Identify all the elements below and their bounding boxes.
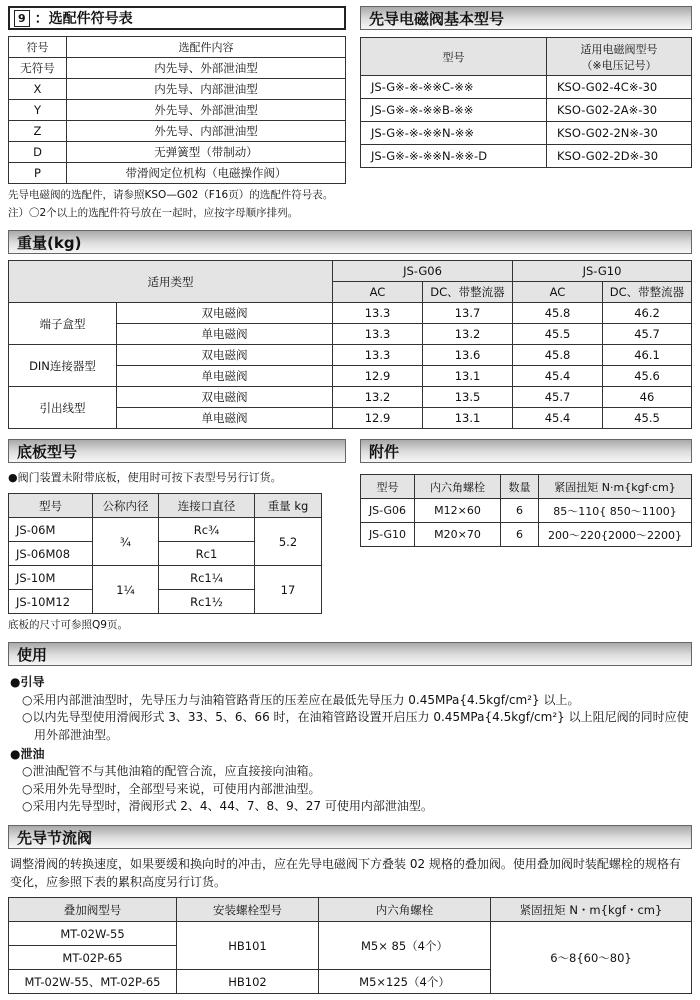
symbol-cell: P [9,163,67,184]
col-hex-bolt: 内六角螺栓 [415,475,501,499]
value-cell: 13.1 [423,366,513,387]
subtype-cell: 单电磁阀 [117,366,333,387]
value-cell: 46.1 [603,345,692,366]
table-row [9,345,692,366]
accessories-section [360,439,692,547]
applicable-cell: KSO-G02-2A※-30 [547,99,692,122]
optional-symbols-table [8,36,346,184]
table-row [9,58,346,79]
throttle-header: 先导节流阀 [8,825,692,849]
hex-bolt-cell: M5× 85（4个） [319,922,491,970]
table-row [9,387,692,408]
bore-cell: ¾ [93,518,159,566]
table-header-row [9,261,692,282]
value-cell: 13.2 [333,387,423,408]
model-cell: JS-10M [9,566,93,590]
throttle-description: 调整滑阀的转换速度，如果要缓和换向时的冲击，应在先导电磁阀下方叠装 02 规格的叠加阀。使用叠加阀时装配螺栓的规格有变化，应参照下表的累积高度另行订货。 [10,857,681,890]
port-cell: Rc1½ [159,590,255,614]
value-cell: 45.6 [603,366,692,387]
symbol-cell: D [9,142,67,163]
usage-item: ○以内先导型使用滑阀形式 3、33、5、6、66 时，在油箱管路设置开启压力 0.45MPa{4.5kgf/cm²} 以上阻尼阀的同时应使用外部泄油型。 [22,710,689,742]
baseplate-note-bottom: 底板的尺寸可参照Q9页。 [8,619,128,632]
table-row [361,76,692,99]
baseplate-section [8,439,346,632]
stack-model-cell: MT-02P-65 [9,946,177,970]
stack-model-cell: MT-02W-55、MT-02P-65 [9,970,177,994]
torque-cell: 85～110{ 850～1100} [539,499,692,523]
throttle-section [8,825,692,994]
table-header-row [361,475,692,499]
bolt-cell: M12×60 [415,499,501,523]
col-model: 型号 [9,494,93,518]
table-row [361,122,692,145]
table-header-row [9,494,322,518]
col-port: 连接口直径 [159,494,255,518]
type-cell: 端子盒型 [9,303,117,345]
weight-table [8,260,692,429]
usage-item: ○采用内部泄油型时，先导压力与油箱管路背压的压差应在最低先导压力 0.45MPa{4.5kgf/cm²} 以上。 [22,692,580,707]
usage-pilot-heading: ●引导 [10,675,45,690]
col-group-g06: JS-G06 [333,261,513,282]
col-applicable-type: 适用类型 [9,261,333,303]
port-cell: Rc1 [159,542,255,566]
torque-cell: 6～8{60～80} [491,922,692,994]
usage-drain-heading: ●泄油 [10,746,45,761]
usage-section [8,642,692,815]
usage-item: ○泄油配管不与其他油箱的配管合流，应直接接向油箱。 [22,764,321,779]
usage-item: ○采用内先导型时，滑阀形式 2、4、44、7、8、9、27 可使用内部泄油型。 [22,799,433,814]
model-cell: JS-10M12 [9,590,93,614]
accessories-table [360,474,692,547]
subtype-cell: 双电磁阀 [117,303,333,324]
col-group-g10: JS-G10 [513,261,692,282]
value-cell: 13.3 [333,303,423,324]
value-cell: 13.7 [423,303,513,324]
pilot-solenoid-header: 先导电磁阀基本型号 [360,6,692,30]
symbol-cell: 无符号 [9,58,67,79]
qty-cell: 6 [501,499,539,523]
col-weight: 重量 kg [255,494,322,518]
col-g10-dc: DC、带整流器 [603,282,692,303]
table-row [9,303,692,324]
col-model: 型号 [361,475,415,499]
model-cell: JS-G※-※-※※C-※※ [361,76,547,99]
type-cell: DIN连接器型 [9,345,117,387]
table-row [361,499,692,523]
col-applicable-model [547,38,692,76]
bolt-model-cell: HB102 [177,970,319,994]
subtype-cell: 单电磁阀 [117,408,333,429]
table-row [9,79,346,100]
value-cell: 13.2 [423,324,513,345]
value-cell: 13.3 [333,324,423,345]
bolt-model-cell: HB101 [177,922,319,970]
usage-item: ○采用外先导型时，全部型号来说，可使用内部泄油型。 [22,781,321,796]
value-cell: 12.9 [333,366,423,387]
col-torque: 紧固扭矩 N・m{kgf・cm} [491,898,692,922]
throttle-table [8,897,692,994]
content-cell: 外先导、外部泄油型 [67,100,346,121]
model-cell: JS-G※-※-※※N-※※-D [361,145,547,168]
value-cell: 45.4 [513,366,603,387]
pilot-solenoid-section [360,6,692,168]
table-header-row [9,898,692,922]
col-g06-dc: DC、带整流器 [423,282,513,303]
symbol-cell: Z [9,121,67,142]
baseplate-note-top: ●阀门装置未附带底板，使用时可按下表型号另行订货。 [8,471,282,485]
col-g06-ac: AC [333,282,423,303]
stack-model-cell: MT-02W-55 [9,922,177,946]
value-cell: 13.6 [423,345,513,366]
table-row [361,145,692,168]
value-cell: 45.5 [513,324,603,345]
col-applicable-line1: 适用电磁阀型号 [580,42,658,56]
value-cell: 45.7 [513,387,603,408]
optional-symbols-section [8,6,346,220]
value-cell: 46.2 [603,303,692,324]
value-cell: 45.7 [603,324,692,345]
value-cell: 46 [603,387,692,408]
table-row [9,121,346,142]
table-header-row [361,38,692,76]
col-model: 型号 [361,38,547,76]
table-row [361,523,692,547]
top-row [8,6,692,220]
model-cell: JS-G※-※-※※N-※※ [361,122,547,145]
applicable-cell: KSO-G02-2D※-30 [547,145,692,168]
content-cell: 内先导、外部泄油型 [67,58,346,79]
symbol-cell: Y [9,100,67,121]
table-row [9,518,322,542]
value-cell: 45.4 [513,408,603,429]
value-cell: 45.8 [513,303,603,324]
port-cell: Rc1¼ [159,566,255,590]
bore-cell: 1¼ [93,566,159,614]
model-cell: JS-G※-※-※※B-※※ [361,99,547,122]
table-row [9,142,346,163]
model-cell: JS-G06 [361,499,415,523]
model-cell: JS-G10 [361,523,415,547]
value-cell: 13.5 [423,387,513,408]
torque-cell: 200～220{2000～2200} [539,523,692,547]
col-bore: 公称内径 [93,494,159,518]
value-cell: 13.3 [333,345,423,366]
col-quantity: 数量 [501,475,539,499]
table-header-row [9,37,346,58]
col-symbol: 符号 [9,37,67,58]
weight-section [8,230,692,429]
accessories-header: 附件 [360,439,692,463]
type-cell: 引出线型 [9,387,117,429]
content-cell: 无弹簧型（带制动） [67,142,346,163]
subtype-cell: 单电磁阀 [117,324,333,345]
baseplate-header: 底板型号 [8,439,346,463]
subtype-cell: 双电磁阀 [117,345,333,366]
subtype-cell: 双电磁阀 [117,387,333,408]
content-cell: 外先导、内部泄油型 [67,121,346,142]
qty-cell: 6 [501,523,539,547]
note-symbol-order: 注）〇2个以上的选配件符号放在一起时，应按字母顺序排列。 [8,207,299,220]
weight-cell: 5.2 [255,518,322,566]
weight-header: 重量(kg) [8,230,692,254]
table-row [361,99,692,122]
table-row [9,922,692,946]
model-cell: JS-06M08 [9,542,93,566]
value-cell: 45.8 [513,345,603,366]
value-cell: 45.5 [603,408,692,429]
usage-content [8,666,692,815]
value-cell: 13.1 [423,408,513,429]
col-applicable-line2: （※电压记号） [581,58,657,72]
baseplate-table [8,493,322,614]
col-hex-bolt: 内六角螺栓 [319,898,491,922]
applicable-cell: KSO-G02-4C※-30 [547,76,692,99]
optional-symbols-title: ：选配件符号表 [34,11,133,27]
col-torque: 紧固扭矩 N·m{kgf·cm} [539,475,692,499]
col-stack-model: 叠加阀型号 [9,898,177,922]
port-cell: Rc¾ [159,518,255,542]
optional-symbols-header [8,6,346,30]
content-cell: 带滑阀定位机构（电磁操作阀） [67,163,346,184]
pilot-solenoid-table [360,37,692,168]
hex-bolt-cell: M5×125（4个） [319,970,491,994]
usage-header: 使用 [8,642,692,666]
model-cell: JS-06M [9,518,93,542]
col-g10-ac: AC [513,282,603,303]
table-row [9,566,322,590]
col-bolt-model: 安装螺栓型号 [177,898,319,922]
content-cell: 内先导、内部泄油型 [67,79,346,100]
section-number-badge: 9 [14,10,30,27]
weight-cell: 17 [255,566,322,614]
table-row [9,163,346,184]
value-cell: 12.9 [333,408,423,429]
symbol-cell: X [9,79,67,100]
table-row [9,100,346,121]
col-content: 选配件内容 [67,37,346,58]
note-pilot-option: 先导电磁阀的选配件，请参照KSO—G02（F16页）的选配件符号表。 [8,189,334,201]
applicable-cell: KSO-G02-2N※-30 [547,122,692,145]
bolt-cell: M20×70 [415,523,501,547]
mid-row [8,439,692,632]
